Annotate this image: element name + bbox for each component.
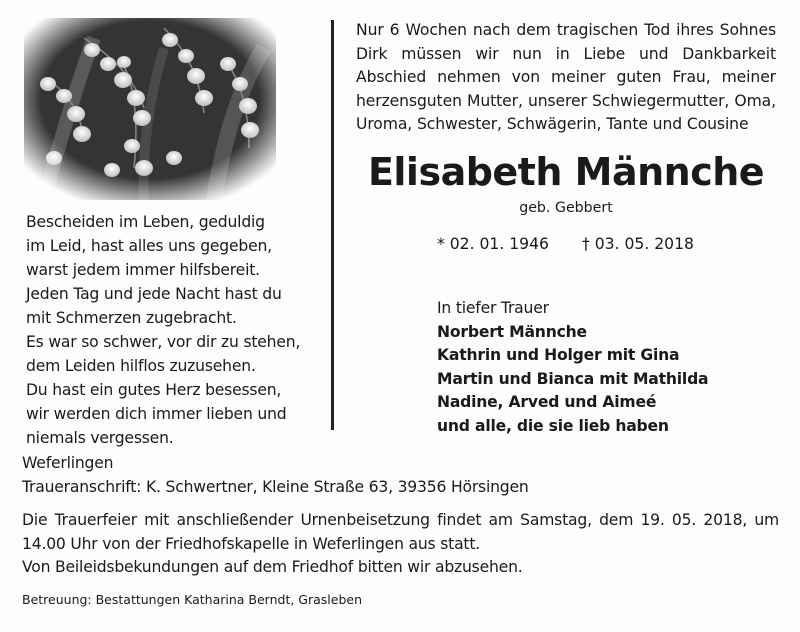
- mourner-name: Norbert Männche: [437, 322, 587, 341]
- intro-line: Abschied nehmen von meiner guten Frau, meiner: [356, 68, 776, 86]
- intro-line: Dirk müssen wir nun in Liebe und Dankbarkeit: [356, 44, 776, 63]
- mourners: [437, 297, 777, 438]
- maiden-name: geb. Gebbert: [519, 200, 613, 216]
- poem-line: mit Schmerzen zugebracht.: [26, 309, 237, 327]
- lily-of-the-valley-photo: [24, 18, 276, 200]
- mourner-name: und alle, die sie lieb haben: [437, 416, 669, 435]
- poem-line: warst jedem immer hilfsbereit.: [26, 261, 260, 279]
- ceremony-line: Von Beileidsbekundungen auf dem Friedhof bitten wir abzusehen.: [22, 558, 523, 576]
- poem-line: Bescheiden im Leben, geduldig: [26, 213, 265, 231]
- poem-line: wir werden dich immer lieben und: [26, 405, 287, 423]
- funeral-home-credit: Betreuung: Bestattungen Katharina Berndt, Grasleben: [22, 592, 363, 607]
- poem-line: Du hast ein gutes Herz besessen,: [26, 381, 282, 399]
- mourner-name: Kathrin und Holger mit Gina: [437, 346, 680, 364]
- mourner-name: Martin und Bianca mit Mathilda: [437, 369, 709, 388]
- poem-line: Es war so schwer, vor dir zu stehen,: [26, 333, 301, 351]
- mourners-heading: In tiefer Trauer: [437, 299, 549, 317]
- intro-line: Uroma, Schwester, Schwägerin, Tante und Cousine: [356, 115, 749, 133]
- intro-line: herzensguten Mutter, unserer Schwiegermutter, Oma,: [356, 91, 776, 110]
- mourner-name: Nadine, Arved und Aimeé: [437, 393, 657, 411]
- poem-line: im Leid, hast alles uns gegeben,: [26, 237, 272, 255]
- poem-line: niemals vergessen.: [26, 429, 174, 447]
- poem-line: Jeden Tag und jede Nacht hast du: [26, 285, 282, 303]
- intro-line: Nur 6 Wochen nach dem tragischen Tod ihres Sohnes: [356, 21, 776, 39]
- birth-date: * 02. 01. 1946: [437, 235, 549, 253]
- poem: [26, 210, 316, 450]
- ceremony-line: Die Trauerfeier mit anschließender Urnenbeisetzung findet am Samstag, dem 19. 05. 2018, um: [22, 511, 779, 529]
- vertical-divider: [331, 20, 334, 430]
- death-date: † 03. 05. 2018: [582, 235, 694, 253]
- deceased-name: Elisabeth Männche: [367, 150, 765, 194]
- ceremony-info: [22, 509, 779, 580]
- town: Weferlingen: [22, 454, 114, 472]
- address-block: [22, 452, 782, 499]
- ceremony-line: 14.00 Uhr von der Friedhofskapelle in Weferlingen aus statt.: [22, 534, 481, 553]
- mourning-address: Traueranschrift: K. Schwertner, Kleine Straße 63, 39356 Hörsingen: [22, 477, 529, 496]
- poem-line: dem Leiden hilflos zuzusehen.: [26, 357, 256, 375]
- intro-text: [356, 19, 776, 137]
